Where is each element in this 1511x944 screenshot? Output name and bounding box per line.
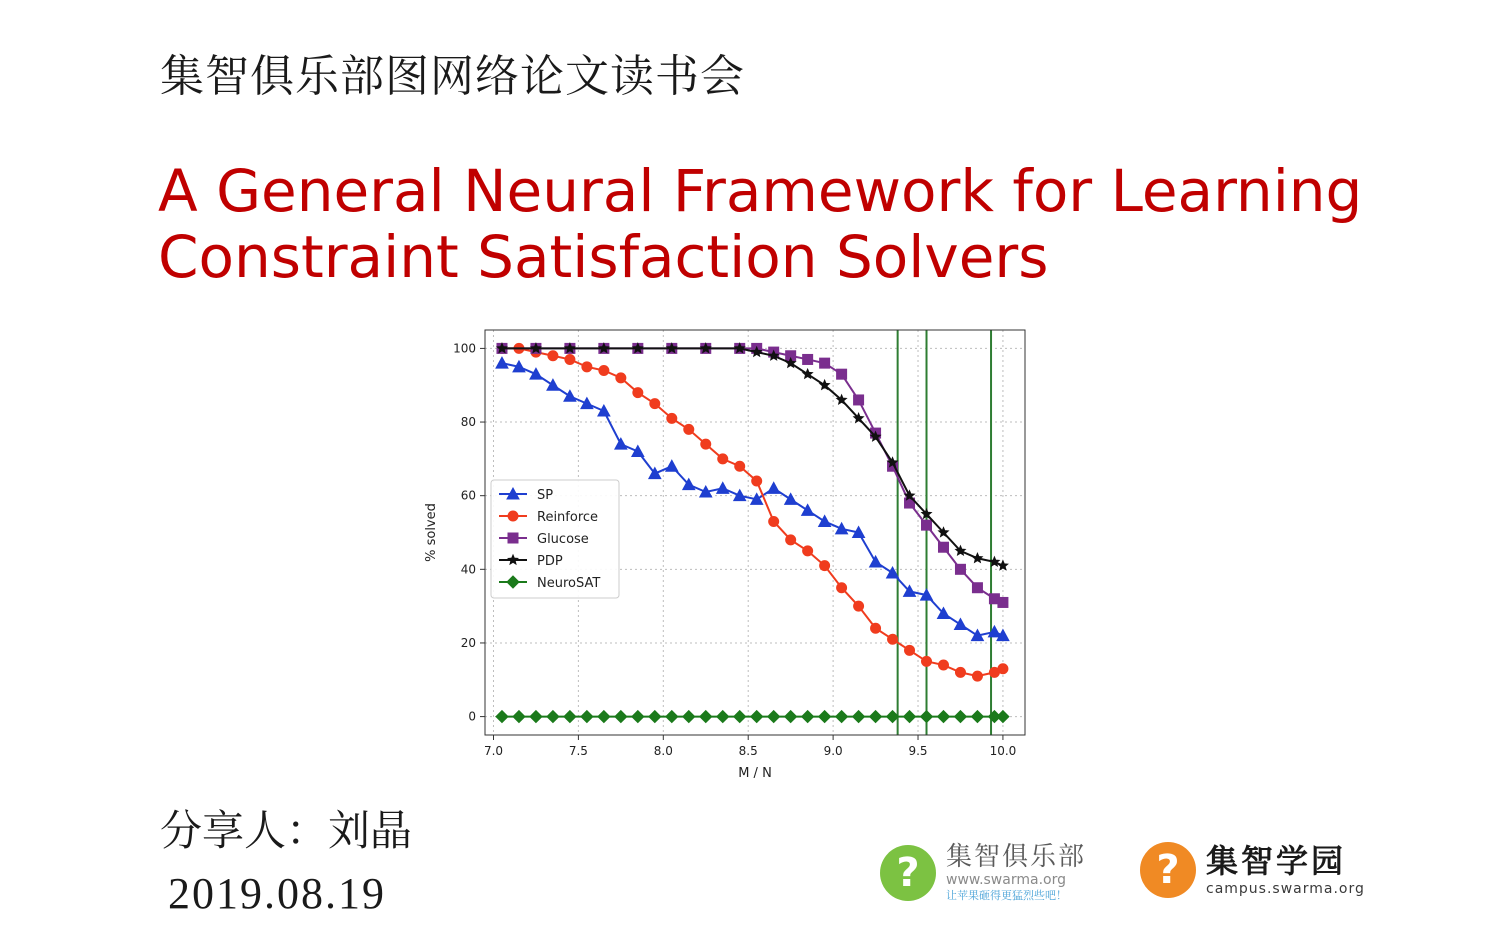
data-point: [955, 667, 965, 677]
data-point: [803, 354, 813, 364]
data-point: [955, 564, 965, 574]
data-point: [667, 413, 677, 423]
data-point: [752, 476, 762, 486]
data-point: [599, 366, 609, 376]
data-point: [854, 601, 864, 611]
data-point: [938, 660, 948, 670]
swarma-club-logo: [880, 842, 1086, 904]
paper-title-line-2: Constraint Satisfaction Solvers: [158, 223, 1049, 291]
presenter-name: 分享人：刘晶: [160, 806, 413, 855]
y-tick-label: 60: [460, 488, 476, 503]
legend-label: NeuroSAT: [537, 576, 601, 591]
paper-title-line-1: A General Neural Framework for Learning: [158, 157, 1363, 225]
y-axis-label: % solved: [424, 503, 439, 562]
data-point: [922, 656, 932, 666]
data-point: [905, 645, 915, 655]
legend-label: Glucose: [537, 532, 589, 547]
data-point: [718, 454, 728, 464]
data-point: [701, 439, 711, 449]
data-point: [998, 664, 1008, 674]
data-point: [616, 373, 626, 383]
data-point: [972, 671, 982, 681]
data-point: [820, 561, 830, 571]
y-tick-label: 80: [460, 415, 476, 430]
data-point: [888, 634, 898, 644]
legend-label: Reinforce: [537, 510, 599, 525]
data-point: [938, 542, 948, 552]
y-tick-label: 20: [460, 635, 476, 650]
swarma-club-slogan: 让苹果砸得更猛烈些吧！: [946, 889, 1067, 902]
club-title: 集智俱乐部图网络论文读书会: [160, 51, 745, 102]
data-point: [650, 399, 660, 409]
chart-legend: [491, 480, 619, 598]
swarma-club-url: www.swarma.org: [946, 872, 1066, 888]
data-point: [684, 424, 694, 434]
y-tick-label: 0: [468, 709, 476, 724]
presentation-date: 2019.08.19: [168, 869, 386, 918]
x-axis-label: M / N: [738, 766, 772, 781]
legend-label: PDP: [537, 554, 563, 569]
swarma-club-mark-icon: ?: [880, 845, 936, 901]
y-tick-label: 100: [453, 341, 476, 356]
data-point: [508, 533, 518, 543]
data-point: [837, 583, 847, 593]
x-tick-label: 9.5: [908, 744, 928, 758]
legend-label: SP: [537, 488, 554, 503]
paper-title: [158, 158, 1458, 290]
swarma-campus-mark-icon: ?: [1140, 842, 1196, 898]
results-chart: [405, 315, 1045, 795]
x-tick-label: 8.0: [653, 744, 673, 758]
x-tick-label: 10.0: [989, 744, 1017, 758]
x-tick-label: 7.5: [568, 744, 588, 758]
data-point: [786, 535, 796, 545]
swarma-campus-url: campus.swarma.org: [1206, 881, 1365, 897]
y-tick-label: 40: [460, 562, 476, 577]
data-point: [508, 511, 518, 521]
data-point: [820, 358, 830, 368]
data-point: [922, 520, 932, 530]
x-tick-label: 9.0: [823, 744, 843, 758]
data-point: [735, 461, 745, 471]
data-point: [871, 623, 881, 633]
x-tick-label: 7.0: [483, 744, 504, 758]
data-point: [854, 395, 864, 405]
data-point: [548, 351, 558, 361]
x-tick-label: 8.5: [738, 744, 758, 758]
data-point: [633, 388, 643, 398]
data-point: [837, 369, 847, 379]
data-point: [769, 516, 779, 526]
swarma-campus-name: 集智学园: [1206, 842, 1347, 880]
data-point: [803, 546, 813, 556]
data-point: [972, 583, 982, 593]
swarma-club-name: 集智俱乐部: [946, 842, 1087, 872]
swarma-campus-logo: [1140, 842, 1365, 898]
data-point: [582, 362, 592, 372]
data-point: [998, 597, 1008, 607]
data-point: [565, 354, 575, 364]
